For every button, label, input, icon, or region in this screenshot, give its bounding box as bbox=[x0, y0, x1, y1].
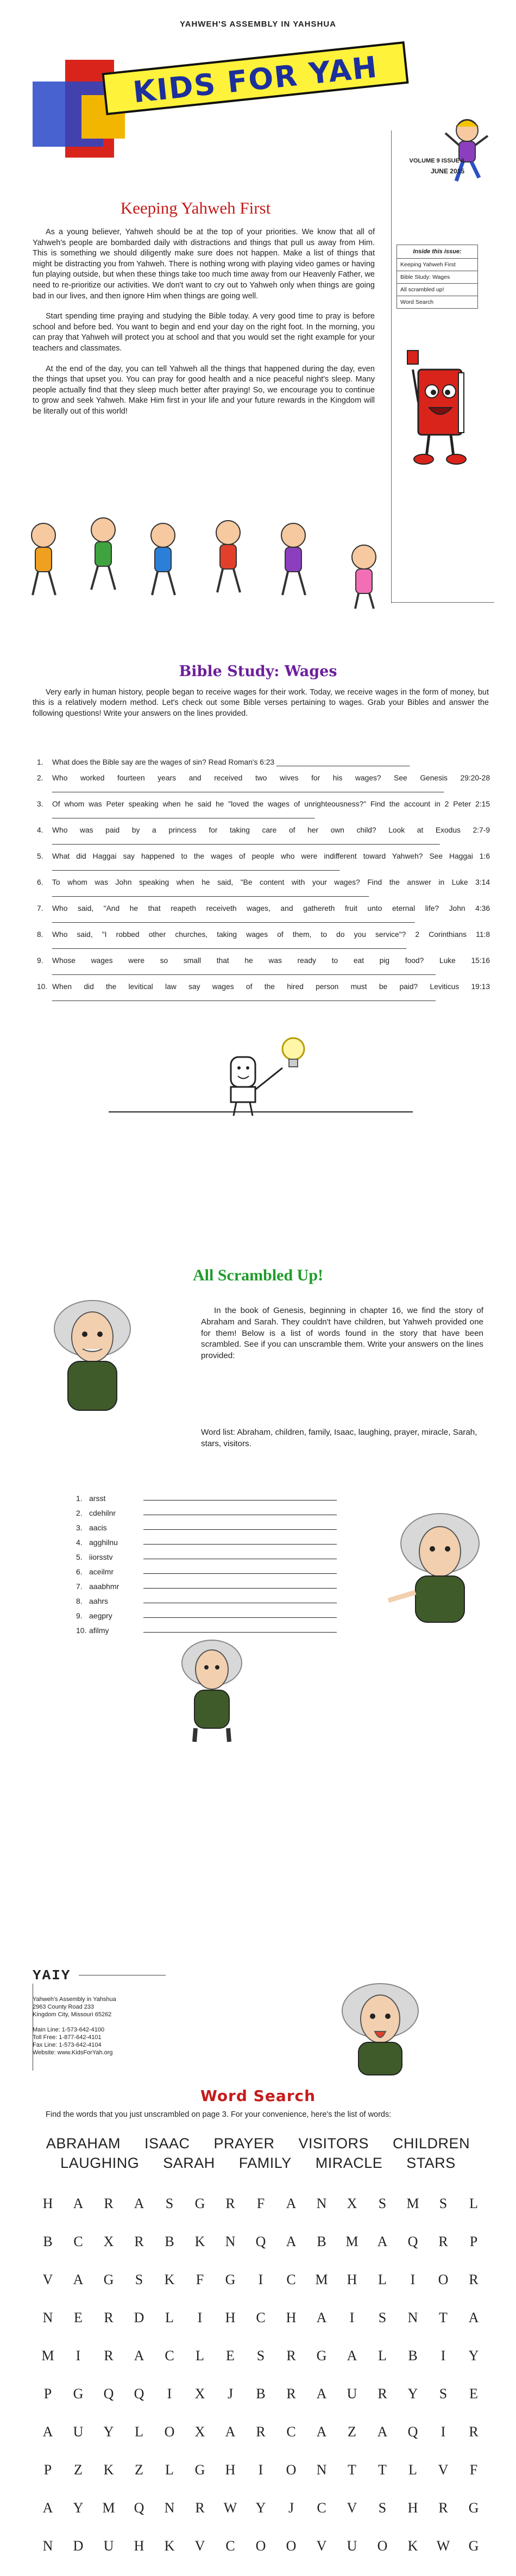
einstein-icon bbox=[380, 1505, 489, 1625]
grid-letter[interactable]: Z bbox=[348, 2424, 356, 2440]
inside-item[interactable]: All scrambled up! bbox=[397, 283, 477, 296]
question-item[interactable] bbox=[37, 929, 490, 950]
grid-letter[interactable]: A bbox=[347, 2348, 357, 2364]
grid-letter[interactable]: A bbox=[225, 2424, 236, 2440]
einstein-icon bbox=[326, 1978, 435, 2076]
grid-letter[interactable]: Z bbox=[74, 2462, 83, 2478]
question-item[interactable] bbox=[37, 903, 490, 924]
grid-letter[interactable]: X bbox=[194, 2386, 205, 2402]
scramble-number: 7. bbox=[76, 1582, 83, 1591]
grid-letter[interactable]: C bbox=[165, 2348, 174, 2364]
grid-letter[interactable]: Q bbox=[103, 2386, 114, 2402]
question-text: When did the levitical law say wages of the hired person must be paid? Leviticus 19:13 ____________________________________________________________________________________________ bbox=[52, 983, 490, 1001]
grid-letter[interactable]: R bbox=[225, 2196, 235, 2211]
scramble-item[interactable] bbox=[76, 1576, 380, 1591]
grid-letter[interactable]: I bbox=[441, 2424, 446, 2440]
grid-letter[interactable]: W bbox=[223, 2500, 237, 2516]
grid-letter[interactable]: L bbox=[378, 2348, 387, 2364]
phone-line: Main Line: 1-573-642-4100 bbox=[33, 2027, 105, 2033]
grid-row bbox=[33, 2386, 489, 2424]
word-bank-item: VISITORS bbox=[298, 2135, 369, 2152]
lightbulb-man-icon bbox=[206, 1035, 326, 1117]
grid-letter[interactable]: R bbox=[377, 2386, 387, 2402]
grid-letter[interactable]: L bbox=[165, 2462, 174, 2478]
grid-letter[interactable]: E bbox=[74, 2310, 83, 2325]
grid-row bbox=[33, 2500, 489, 2538]
inside-title: Inside this issue: bbox=[413, 248, 462, 255]
grid-letter[interactable]: J bbox=[227, 2386, 234, 2402]
scramble-item[interactable] bbox=[76, 1620, 380, 1635]
question-text: To whom was John speaking when he said, "Be content with your wages? Find the answer in Luke 3:14 ____________________________________________________________________________ bbox=[52, 878, 490, 897]
grid-letter[interactable]: I bbox=[258, 2272, 263, 2287]
grid-letter[interactable]: V bbox=[194, 2538, 205, 2554]
grid-letter[interactable]: Y bbox=[407, 2386, 418, 2402]
question-text: Who said, "I robbed other churches, taking wages of them, to do you service"? 2 Corinthians 11:8 _____________________________________________________________________________________ bbox=[52, 930, 490, 949]
grid-letter[interactable]: S bbox=[378, 2500, 387, 2516]
address-line: 2963 County Road 233 bbox=[33, 2004, 95, 2010]
grid-row bbox=[33, 2196, 489, 2234]
grid-letter[interactable]: A bbox=[73, 2196, 84, 2211]
grid-letter[interactable]: E bbox=[469, 2386, 478, 2402]
grid-letter[interactable]: S bbox=[135, 2272, 143, 2287]
question-item[interactable] bbox=[37, 851, 490, 872]
einstein-icon bbox=[43, 1293, 141, 1418]
question-number: 9. bbox=[37, 956, 43, 965]
grid-letter[interactable]: K bbox=[103, 2462, 114, 2478]
inside-item[interactable]: Bible Study: Wages bbox=[397, 271, 477, 283]
grid-letter[interactable]: Y bbox=[103, 2424, 114, 2440]
answer-line[interactable] bbox=[143, 1588, 337, 1589]
grid-letter[interactable]: E bbox=[226, 2348, 235, 2364]
grid-letter[interactable]: H bbox=[134, 2538, 144, 2554]
grid-row bbox=[33, 2310, 489, 2348]
grid-letter[interactable]: G bbox=[73, 2386, 84, 2402]
scramble-word: aahrs bbox=[89, 1597, 109, 1605]
grid-letter[interactable]: D bbox=[134, 2310, 144, 2325]
scramble-number: 2. bbox=[76, 1509, 83, 1517]
question-item[interactable] bbox=[37, 799, 490, 820]
scramble-word: iiorsstv bbox=[89, 1553, 113, 1561]
scramble-item[interactable] bbox=[76, 1591, 380, 1605]
bible-study-intro: Very early in human history, people began to receive wages for their work. Today, we receive wages in the form of money, but this is a relatively modern method. Let's check out some Bible verses pertaining to wages. Grab your Bibles and answer the following questions! Write your answers on the lines provided. bbox=[33, 688, 489, 718]
grid-letter[interactable]: Y bbox=[73, 2500, 84, 2516]
grid-letter[interactable]: H bbox=[407, 2500, 418, 2516]
grid-letter[interactable]: T bbox=[439, 2310, 448, 2325]
question-number: 1. bbox=[37, 758, 43, 766]
newsletter-banner bbox=[102, 41, 408, 115]
grid-letter[interactable]: K bbox=[164, 2538, 175, 2554]
grid-letter[interactable]: Q bbox=[407, 2424, 418, 2440]
scramble-number: 9. bbox=[76, 1611, 83, 1620]
page-1 bbox=[22, 0, 494, 630]
grid-letter[interactable]: M bbox=[102, 2500, 115, 2516]
grid-letter[interactable]: O bbox=[286, 2462, 297, 2478]
question-text: Whose wages were so small that he was ready to eat pig food? Luke 15:16 ____________________________________________________________________________________________ bbox=[52, 956, 490, 975]
question-number: 3. bbox=[37, 800, 43, 808]
question-number: 10. bbox=[37, 983, 48, 991]
page-3 bbox=[22, 1266, 494, 1918]
question-item[interactable] bbox=[37, 773, 490, 793]
inside-this-issue-box bbox=[397, 245, 478, 309]
grid-row bbox=[33, 2348, 489, 2386]
grid-letter[interactable]: B bbox=[317, 2234, 326, 2249]
grid-letter[interactable]: O bbox=[286, 2538, 297, 2554]
inside-item[interactable]: Keeping Yahweh First bbox=[397, 258, 477, 271]
contact-block bbox=[33, 1996, 174, 2056]
answer-line[interactable] bbox=[143, 1632, 337, 1633]
banner-title: KIDS FOR YAH bbox=[131, 49, 380, 110]
grid-letter[interactable]: G bbox=[194, 2462, 205, 2478]
question-number: 2. bbox=[37, 774, 43, 782]
grid-letter[interactable]: V bbox=[438, 2462, 449, 2478]
grid-letter[interactable]: A bbox=[377, 2234, 388, 2249]
grid-letter[interactable]: A bbox=[73, 2272, 84, 2287]
grid-letter[interactable]: O bbox=[255, 2538, 266, 2554]
grid-letter[interactable]: A bbox=[42, 2500, 53, 2516]
grid-letter[interactable]: I bbox=[349, 2310, 355, 2325]
grid-letter[interactable]: B bbox=[165, 2234, 174, 2249]
grid-letter[interactable]: V bbox=[347, 2500, 357, 2516]
grid-letter[interactable]: G bbox=[194, 2196, 205, 2211]
grid-letter[interactable]: H bbox=[286, 2310, 297, 2325]
grid-letter[interactable]: N bbox=[164, 2500, 175, 2516]
grid-letter[interactable]: A bbox=[468, 2310, 479, 2325]
grid-letter[interactable]: B bbox=[43, 2234, 53, 2249]
scramble-word: cdehilnr bbox=[89, 1509, 116, 1517]
grid-letter[interactable]: F bbox=[196, 2272, 204, 2287]
grid-letter[interactable]: C bbox=[286, 2272, 296, 2287]
grid-letter[interactable]: C bbox=[73, 2234, 83, 2249]
question-number: 8. bbox=[37, 930, 43, 939]
grid-row bbox=[33, 2424, 489, 2462]
grid-letter[interactable]: L bbox=[378, 2272, 387, 2287]
scramble-item[interactable] bbox=[76, 1605, 380, 1620]
word-search-intro: Find the words that you just unscrambled on page 3. For your convenience, here's the list of words: bbox=[46, 2110, 392, 2119]
scramble-item[interactable] bbox=[76, 1532, 380, 1547]
article-title: Keeping Yahweh First bbox=[120, 198, 271, 217]
grid-letter[interactable]: H bbox=[347, 2272, 357, 2287]
grid-letter[interactable]: I bbox=[167, 2386, 172, 2402]
grid-letter[interactable]: N bbox=[225, 2234, 236, 2249]
grid-letter[interactable]: Q bbox=[407, 2234, 418, 2249]
grid-letter[interactable]: K bbox=[194, 2234, 205, 2249]
answer-line[interactable] bbox=[143, 1573, 337, 1574]
scramble-word: aceilmr bbox=[89, 1567, 114, 1576]
scramble-item[interactable] bbox=[76, 1517, 380, 1532]
question-item[interactable] bbox=[37, 757, 490, 767]
word-bank-item: MIRACLE bbox=[315, 2155, 383, 2171]
grid-letter[interactable]: S bbox=[439, 2386, 448, 2402]
grid-row bbox=[33, 2234, 489, 2272]
grid-letter[interactable]: X bbox=[194, 2424, 205, 2440]
scramble-wordlist: Word list: Abraham, children, family, Isaac, laughing, prayer, miracle, Sarah, stars, visitors. bbox=[201, 1428, 477, 1448]
question-item[interactable] bbox=[37, 877, 490, 898]
question-number: 5. bbox=[37, 852, 43, 860]
volume-issue: VOLUME 9 ISSUE 6 bbox=[409, 158, 464, 164]
word-bank-item: SARAH bbox=[163, 2155, 215, 2171]
grid-letter[interactable]: O bbox=[377, 2538, 388, 2554]
grid-letter[interactable]: L bbox=[135, 2424, 143, 2440]
grid-letter[interactable]: I bbox=[75, 2348, 81, 2364]
word-bank-item: STARS bbox=[406, 2155, 456, 2171]
grid-letter[interactable]: Z bbox=[135, 2462, 143, 2478]
grid-letter[interactable]: R bbox=[286, 2386, 296, 2402]
question-number: 6. bbox=[37, 878, 43, 886]
question-text: Who was paid by a princess for taking care of her own child? Look at Exodus 2:7-9 _____________________________________________________________________________________________ bbox=[52, 826, 490, 845]
scramble-title: All Scrambled Up! bbox=[193, 1266, 323, 1284]
grid-letter[interactable]: G bbox=[468, 2538, 479, 2554]
kid-jumping-icon bbox=[440, 117, 492, 187]
grid-letter[interactable]: N bbox=[42, 2538, 53, 2554]
kids-row-icon bbox=[22, 508, 397, 611]
grid-letter[interactable]: N bbox=[316, 2462, 327, 2478]
grid-letter[interactable]: A bbox=[316, 2386, 327, 2402]
grid-letter[interactable]: R bbox=[469, 2272, 479, 2287]
scramble-word: agghilnu bbox=[89, 1538, 118, 1547]
question-number: 4. bbox=[37, 826, 43, 834]
grid-letter[interactable]: K bbox=[407, 2538, 418, 2554]
grid-letter[interactable]: I bbox=[197, 2310, 203, 2325]
sidebar-rule-bottom bbox=[391, 602, 494, 603]
grid-letter[interactable]: R bbox=[104, 2196, 114, 2211]
grid-letter[interactable]: T bbox=[348, 2462, 356, 2478]
page-2 bbox=[22, 633, 494, 1209]
scramble-number: 4. bbox=[76, 1538, 83, 1547]
word-bank-item: LAUGHING bbox=[60, 2155, 140, 2171]
grid-letter[interactable]: X bbox=[103, 2234, 114, 2249]
bible-study-title: Bible Study: Wages bbox=[179, 663, 337, 680]
grid-letter[interactable]: M bbox=[41, 2348, 54, 2364]
phone-line: Toll Free: 1-877-642-4101 bbox=[33, 2034, 102, 2041]
grid-letter[interactable]: U bbox=[347, 2386, 357, 2402]
grid-letter[interactable]: M bbox=[345, 2234, 358, 2249]
answer-line[interactable] bbox=[143, 1544, 337, 1545]
grid-letter[interactable]: P bbox=[469, 2234, 478, 2249]
address-line: Yahweh's Assembly in Yahshua bbox=[33, 1996, 116, 2003]
grid-letter[interactable]: P bbox=[43, 2462, 52, 2478]
grid-letter[interactable]: Y bbox=[255, 2500, 266, 2516]
grid-letter[interactable]: R bbox=[438, 2234, 448, 2249]
grid-letter[interactable]: S bbox=[256, 2348, 265, 2364]
scramble-word: arsst bbox=[89, 1494, 106, 1503]
grid-letter[interactable]: G bbox=[316, 2348, 327, 2364]
scramble-number: 3. bbox=[76, 1523, 83, 1532]
grid-letter[interactable]: S bbox=[165, 2196, 174, 2211]
grid-letter[interactable]: A bbox=[286, 2196, 297, 2211]
einstein-icon bbox=[174, 1636, 250, 1745]
website-link[interactable]: Website: www.KidsForYah.org bbox=[33, 2049, 113, 2056]
ground-line bbox=[109, 1111, 413, 1112]
scramble-item[interactable] bbox=[76, 1561, 380, 1576]
grid-letter[interactable]: P bbox=[43, 2386, 52, 2402]
scramble-number: 5. bbox=[76, 1553, 83, 1561]
scramble-word: afilmy bbox=[89, 1626, 109, 1635]
grid-letter[interactable]: A bbox=[377, 2424, 388, 2440]
article-paragraph: As a young believer, Yahweh should be at the top of your priorities. We know that all of Yahweh's people are bombarded daily with distractions and things that pull us away from Him. This is something we should diligently make sure does not happen. Make a list of things that might be distracting you from Yahweh. There is nothing wrong with playing video games or having fun playing outside, but when these things take too much time away from our Heavenly Father, we need to re-prioritize our activities. We don't want to cry out to Yahweh only when things are going bad in our lives, and then ignore Him when things are going well. bbox=[33, 228, 375, 301]
question-item[interactable] bbox=[37, 825, 490, 846]
yaiy-logo: YAIY bbox=[33, 1967, 71, 1984]
grid-letter[interactable]: C bbox=[256, 2310, 266, 2325]
phone-line: Fax Line: 1-573-642-4104 bbox=[33, 2042, 102, 2048]
grid-letter[interactable]: T bbox=[378, 2462, 387, 2478]
question-list bbox=[37, 757, 490, 1008]
word-bank-item: ISAAC bbox=[144, 2135, 190, 2152]
inside-item[interactable]: Word Search bbox=[397, 296, 477, 308]
grid-letter[interactable]: U bbox=[73, 2424, 84, 2440]
grid-letter[interactable]: X bbox=[347, 2196, 357, 2211]
grid-letter[interactable]: H bbox=[225, 2310, 236, 2325]
grid-letter[interactable]: N bbox=[42, 2310, 53, 2325]
scramble-number: 10. bbox=[76, 1626, 87, 1635]
grid-letter[interactable]: R bbox=[134, 2234, 144, 2249]
grid-letter[interactable]: L bbox=[165, 2310, 174, 2325]
grid-letter[interactable]: K bbox=[164, 2272, 175, 2287]
word-bank bbox=[22, 2134, 494, 2173]
page-4 bbox=[22, 1967, 494, 2554]
grid-letter[interactable]: C bbox=[317, 2500, 326, 2516]
grid-letter[interactable]: A bbox=[42, 2424, 53, 2440]
answer-line[interactable] bbox=[143, 1529, 337, 1530]
grid-letter[interactable]: I bbox=[258, 2462, 263, 2478]
article-body bbox=[33, 227, 375, 427]
question-text: What did Haggai say happened to the wages of people who were indifferent toward Yahweh? See Haggai 1:6 _____________________________________________________________________ bbox=[52, 852, 490, 871]
address-line: Kingdom City, Missouri 65262 bbox=[33, 2011, 112, 2018]
grid-letter[interactable]: V bbox=[42, 2272, 53, 2287]
grid-row bbox=[33, 2538, 489, 2576]
grid-letter[interactable]: L bbox=[196, 2348, 204, 2364]
question-text: Who said, "And he that reapeth receiveth wages, and gathereth fruit unto eternal life? John 4:36 _______________________________________________________________________________________ bbox=[52, 904, 490, 923]
grid-letter[interactable]: G bbox=[103, 2272, 114, 2287]
grid-letter[interactable]: R bbox=[469, 2424, 479, 2440]
grid-letter[interactable]: A bbox=[134, 2196, 144, 2211]
grid-letter[interactable]: R bbox=[104, 2310, 114, 2325]
grid-row bbox=[33, 2462, 489, 2500]
grid-letter[interactable]: B bbox=[256, 2386, 266, 2402]
grid-letter[interactable]: A bbox=[286, 2234, 297, 2249]
grid-letter[interactable]: G bbox=[468, 2500, 479, 2516]
grid-letter[interactable]: J bbox=[288, 2500, 294, 2516]
article-paragraph: At the end of the day, you can tell Yahweh all the things that happened during the day, even the things that upset you. You can pray for good health and a nice peaceful night's sleep. Many people actually find that they sleep much better after praying! So, we encourage you to continue to grow and seek Yahweh. Make Him first in your life and your future rewards in the Kingdom will be literally out of this world! bbox=[33, 364, 375, 416]
scramble-item[interactable] bbox=[76, 1547, 380, 1561]
grid-letter[interactable]: V bbox=[316, 2538, 327, 2554]
grid-letter[interactable]: Q bbox=[255, 2234, 266, 2249]
grid-letter[interactable]: A bbox=[134, 2348, 144, 2364]
grid-letter[interactable]: I bbox=[410, 2272, 416, 2287]
issue-date: JUNE 2015 bbox=[430, 167, 464, 175]
grid-letter[interactable]: N bbox=[316, 2196, 327, 2211]
grid-letter[interactable]: I bbox=[441, 2348, 446, 2364]
question-text: What does the Bible say are the wages of sin? Read Roman's 6:23 ________________________________ bbox=[52, 758, 410, 766]
scramble-item[interactable] bbox=[76, 1488, 380, 1503]
grid-letter[interactable]: U bbox=[103, 2538, 114, 2554]
grid-letter[interactable]: H bbox=[42, 2196, 53, 2211]
question-item[interactable] bbox=[37, 981, 490, 1002]
grid-letter[interactable]: O bbox=[164, 2424, 175, 2440]
grid-letter[interactable]: R bbox=[195, 2500, 205, 2516]
grid-letter[interactable]: S bbox=[439, 2196, 448, 2211]
grid-letter[interactable]: A bbox=[316, 2310, 327, 2325]
grid-letter[interactable]: H bbox=[225, 2462, 236, 2478]
word-bank-item: ABRAHAM bbox=[46, 2135, 121, 2152]
grid-letter[interactable]: R bbox=[438, 2500, 448, 2516]
red-book-mascot-icon bbox=[397, 348, 483, 473]
word-bank-item: FAMILY bbox=[238, 2155, 292, 2171]
grid-letter[interactable]: O bbox=[438, 2272, 449, 2287]
scramble-word: aaabhmr bbox=[89, 1582, 119, 1591]
scramble-word: aegpry bbox=[89, 1611, 112, 1620]
grid-letter[interactable]: W bbox=[436, 2538, 450, 2554]
answer-line[interactable] bbox=[143, 1617, 337, 1618]
word-search-grid[interactable] bbox=[33, 2196, 489, 2576]
word-bank-item: CHILDREN bbox=[393, 2135, 470, 2152]
question-text: Who worked fourteen years and received two wives for his wages? See Genesis 29:20-28 ______________________________________________________________________________________________ bbox=[52, 774, 490, 792]
grid-letter[interactable]: M bbox=[315, 2272, 328, 2287]
grid-letter[interactable]: C bbox=[286, 2424, 296, 2440]
grid-row bbox=[33, 2272, 489, 2310]
org-header: YAHWEH'S ASSEMBLY IN YAHSHUA bbox=[179, 20, 337, 29]
grid-letter[interactable]: F bbox=[256, 2196, 265, 2211]
scramble-item[interactable] bbox=[76, 1503, 380, 1517]
grid-letter[interactable]: S bbox=[378, 2196, 387, 2211]
grid-letter[interactable]: M bbox=[406, 2196, 419, 2211]
grid-letter[interactable]: Q bbox=[134, 2386, 144, 2402]
scramble-number: 6. bbox=[76, 1567, 83, 1576]
grid-letter[interactable]: L bbox=[469, 2196, 478, 2211]
grid-letter[interactable]: F bbox=[469, 2462, 478, 2478]
question-text: Of whom was Peter speaking when he said he "loved the wages of unrighteousness?" Find the account in 2 Peter 2:15 _______________________________________________________________ bbox=[52, 800, 490, 818]
grid-letter[interactable]: R bbox=[104, 2348, 114, 2364]
scramble-number: 1. bbox=[76, 1494, 83, 1503]
scramble-list bbox=[76, 1488, 380, 1635]
grid-letter[interactable]: D bbox=[73, 2538, 84, 2554]
grid-letter[interactable]: Y bbox=[468, 2348, 479, 2364]
word-search-title: Word Search bbox=[200, 2087, 316, 2105]
scramble-word: aacis bbox=[89, 1523, 107, 1532]
grid-letter[interactable]: Q bbox=[134, 2500, 144, 2516]
grid-letter[interactable]: G bbox=[225, 2272, 236, 2287]
grid-letter[interactable]: U bbox=[347, 2538, 357, 2554]
article-paragraph: Start spending time praying and studying the Bible today. A very good time to pray is before school and before bed. You want to begin and end your day on the right foot. In the morning, you can pray that Yahweh will protect you at school and that you would set the right example for your teachers and classmates. bbox=[33, 312, 375, 353]
scramble-number: 8. bbox=[76, 1597, 83, 1605]
grid-letter[interactable]: R bbox=[256, 2424, 266, 2440]
scramble-intro: In the book of Genesis, beginning in chapter 16, we find the story of Abraham and Sarah. They couldn't have children, but Yahweh provided one for them! Below is a list of words found in the story that have been scrambled. See if you can unscramble them. Write your answers on the lines provided: bbox=[201, 1306, 483, 1361]
grid-letter[interactable]: A bbox=[316, 2424, 327, 2440]
grid-letter[interactable]: L bbox=[408, 2462, 417, 2478]
grid-letter[interactable]: B bbox=[408, 2348, 418, 2364]
word-bank-item: PRAYER bbox=[213, 2135, 275, 2152]
grid-letter[interactable]: R bbox=[286, 2348, 296, 2364]
grid-letter[interactable]: N bbox=[407, 2310, 418, 2325]
question-item[interactable] bbox=[37, 955, 490, 976]
grid-letter[interactable]: C bbox=[225, 2538, 235, 2554]
grid-letter[interactable]: S bbox=[378, 2310, 387, 2325]
question-number: 7. bbox=[37, 904, 43, 912]
